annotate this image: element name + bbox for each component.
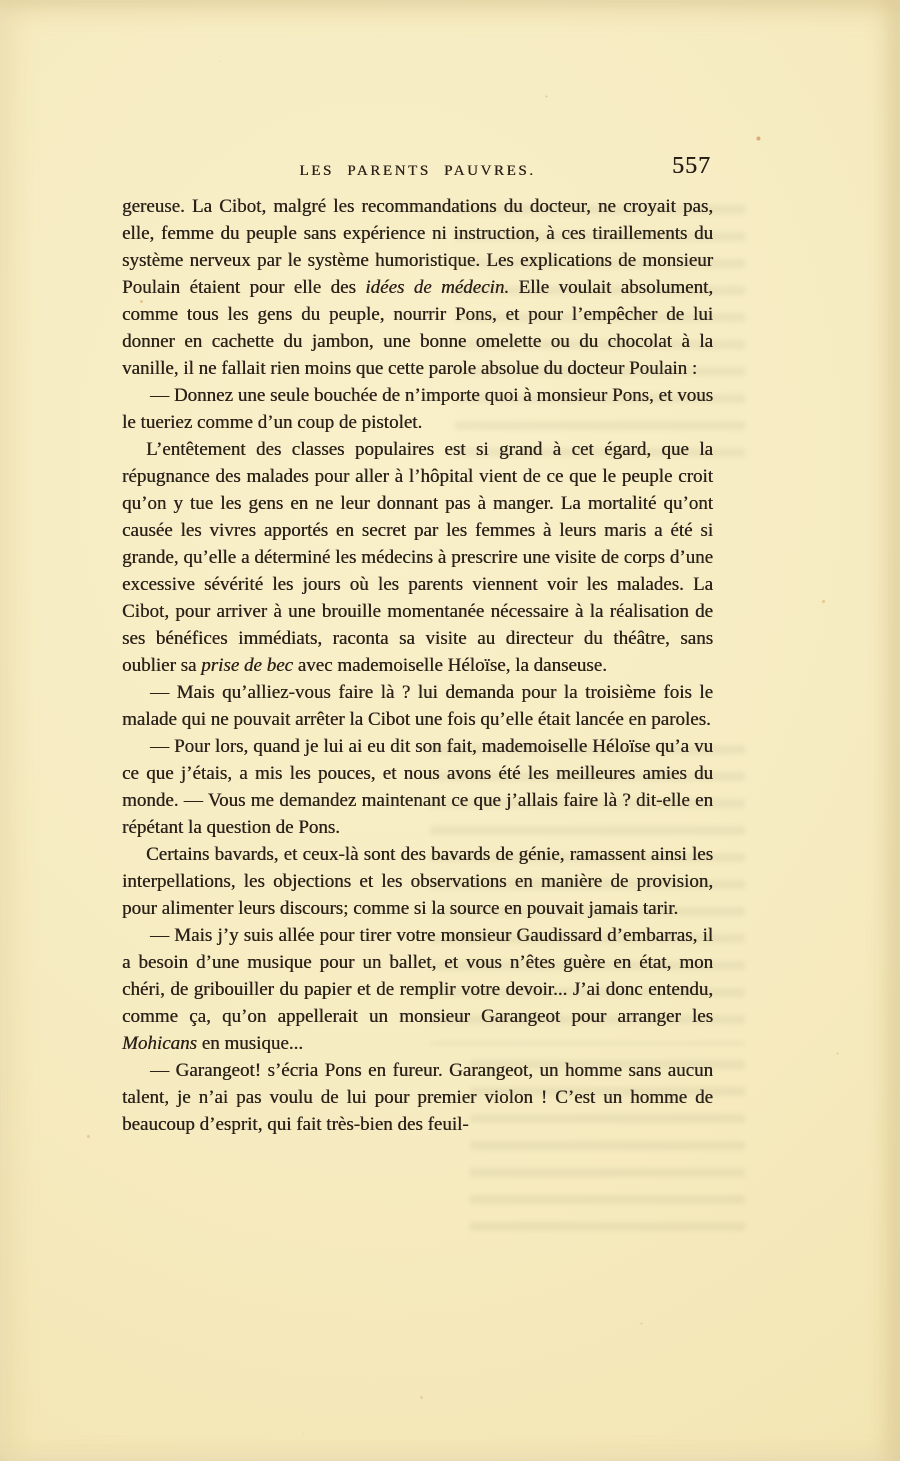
text-run: L’entêtement des classes populaires est si grand à cet égard, que la répugnance des malades pour aller à l’hôpital vient de ce que le peuple croit qu’on y tue les gens en ne leur donnant pas à manger. La mortalité qu’ont causée les vivres apportés en secret par les femmes à leurs maris a été si grande, qu’elle a déterminé les médecins à prescrire une visite de corps d’une excessive sévérité les jours où les parents viennent voir les malades. La Cibot, pour arriver à une brouille momentanée nécessaire à la réalisation de ses bénéfices immédiats, raconta sa visite au directeur du théâtre, sans oublier sa (122, 439, 713, 676)
text-run: Elle voulait absolument, comme tous les gens du peuple, nourrir Pons, et pour l’empêcher de lui donner en cachette du jambon, une bonne omelette ou du chocolat à la vanille, il ne fallait rien moins que cette parole absolue du docteur Poulain : (122, 277, 713, 379)
text-run: — Mais j’y suis allée pour tirer votre monsieur Gaudissard d’embarras, il a besoin d’une musique pour un ballet, et vous n’êtes guère en état, mon chéri, de gribouiller du papier et de remplir votre devoir... J’ai donc entendu, comme ça, qu’on appellerait un monsieur Garangeot pour arranger les (122, 925, 713, 1027)
text-run: — Mais qu’alliez-vous faire là ? lui demanda pour la troisième fois le malade qui ne pouvait arrêter la Cibot une fois qu’elle était lancée en paroles. (122, 682, 713, 730)
text-run: avec mademoiselle Héloïse, la danseuse. (292, 655, 607, 676)
paragraph (122, 679, 713, 733)
text-run: gereuse. La Cibot, malgré les recommandations du docteur, ne croyait pas, elle, femme du peuple sans expérience ni instruction, à ces tiraillements du système nerveux par le système humoristique. Les explications de monsieur Poulain étaient pour elle des (122, 196, 713, 298)
paragraph (122, 1057, 713, 1138)
page-number: 557 (672, 153, 711, 179)
text-run: en musique... (196, 1033, 304, 1054)
text-run: Certains bavards, et ceux-là sont des bavards de génie, ramassent ainsi les interpellations, les objections et les observations en manière de provision, pour alimenter leurs discours; comme si la source en pouvait jamais tarir. (122, 844, 713, 919)
italic-text-run: Mohicans (122, 1033, 197, 1054)
text-run: — Donnez une seule bouchée de n’importe quoi à monsieur Pons, et vous le tueriez comme d’un coup de pistolet. (122, 385, 713, 433)
running-title: LES PARENTS PAUVRES. (299, 163, 536, 179)
paragraph (122, 922, 713, 1057)
paragraph (122, 841, 713, 922)
italic-text-run: prise de bec (201, 655, 293, 676)
paper-specks (0, 0, 3, 3)
paragraph (122, 382, 713, 436)
italic-text-run: idées de médecin. (365, 277, 510, 298)
page-body (122, 193, 713, 1138)
paragraph (122, 733, 713, 841)
paragraph (122, 193, 713, 382)
paragraph (122, 436, 713, 679)
text-run: — Garangeot! s’écria Pons en fureur. Garangeot, un homme sans aucun talent, je n’ai pas voulu de lui pour premier violon ! C’est un homme de beaucoup d’esprit, qui fait très-bien des feuil- (122, 1060, 713, 1135)
text-run: — Pour lors, quand je lui ai eu dit son fait, mademoiselle Héloïse qu’a vu ce que j’étais, a mis les pouces, et nous avons été les meilleures amies du monde. — Vous me demandez maintenant ce que j’allais faire là ? dit-elle en répétant la question de Pons. (122, 736, 713, 838)
page-header (122, 153, 713, 186)
